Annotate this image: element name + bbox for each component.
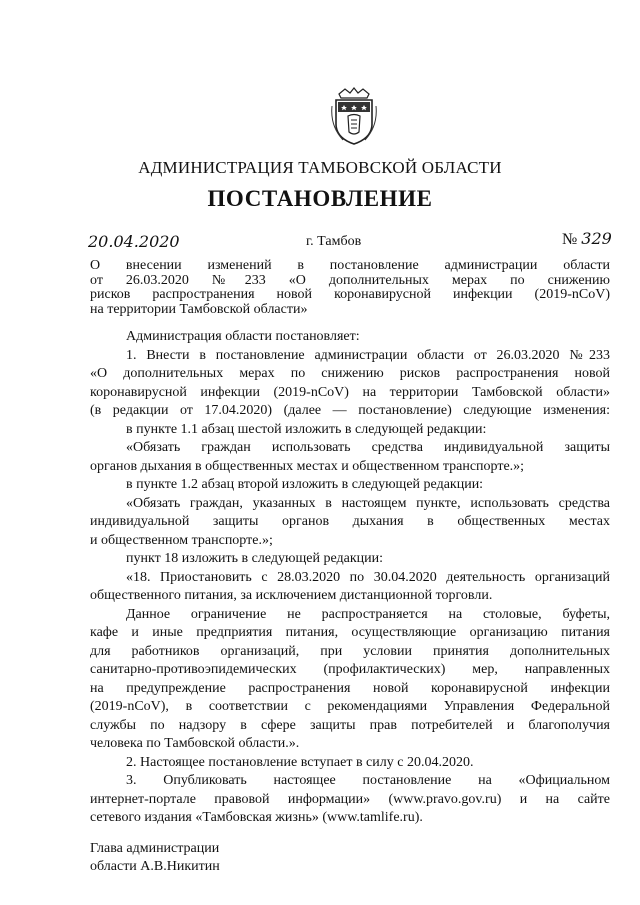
body-line: санитарно-противоэпидемических (профилактических) мер, направленных [90,662,610,677]
body-line: 2. Настоящее постановление вступает в силу с 20.04.2020. [126,754,474,770]
document-subject [90,259,610,317]
number-value: 329 [581,229,612,248]
organization-title: АДМИНИСТРАЦИЯ ТАМБОВСКОЙ ОБЛАСТИ [138,158,502,177]
body-line: «Обязать граждан, указанных в настоящем пункте, использовать средства [126,495,610,511]
body-line: службы по надзору в сфере защиты прав потребителей и благополучия [90,717,610,733]
body-line: для работников организаций, при условии принятия дополнительных [90,643,610,659]
body-line: 3. Опубликовать настоящее постановление на «Официальном [126,773,610,788]
document-type-title: ПОСТАНОВЛЕНИЕ [207,186,433,211]
body-line: 1. Внести в постановление администрации области от 26.03.2020 №233 [126,347,610,363]
body-line: «18. Приостановить с 28.03.2020 по 30.04.2020 деятельность организаций [126,569,610,585]
body-line: «Обязать граждан использовать средства индивидуальной защиты [126,440,610,455]
body-line: индивидуальной защиты органов дыхания в общественных местах [90,514,610,529]
document-body [90,328,610,828]
signature-name: области А.В.Никитин [90,859,220,874]
body-line: на предупреждение распространения новой коронавирусной инфекции [90,680,610,696]
signature-block [90,840,220,876]
document-number [562,229,612,249]
body-line: человека по Тамбовской области.». [90,736,300,751]
body-line: органов дыхания в общественных местах и общественном транспорте.»; [90,458,525,474]
body-line: общественного питания, за исключением дистанционной торговли. [90,588,493,603]
subject-line: на территории Тамбовской области» [90,301,308,317]
number-prefix: № [562,231,578,248]
body-line: (в редакции от 17.04.2020) (далее — постановление) следующие изменения: [90,403,610,418]
document-date: 20.04.2020 [88,232,180,251]
body-line: и общественном транспорте.»; [90,532,273,548]
subject-line: от 26.03.2020 №233 «О дополнительных мерах по снижению [90,272,610,288]
body-line: пункт 18 изложить в следующей редакции: [126,551,383,566]
body-line: (2019-nCoV), в соответствии с рекомендациями Управления Федеральной [90,699,610,714]
coat-of-arms-icon [329,86,379,146]
signature-position: Глава администрации [90,841,220,856]
body-line: интернет-портале правовой информации» (www.pravo.gov.ru) и на сайте [90,791,610,807]
body-line: в пункте 1.2 абзац второй изложить в следующей редакции: [126,477,484,492]
subject-line: рисков распространения новой коронавирусной инфекции (2019-nCoV) [90,287,610,302]
body-line: коронавирусной инфекции (2019-nCoV) на территории Тамбовской области» [90,384,610,400]
body-line: в пункте 1.1 абзац шестой изложить в следующей редакции: [126,421,487,437]
body-line: кафе и иные предприятия питания, осуществляющие организацию питания [90,625,610,640]
document-city: г. Тамбов [306,234,362,249]
body-line: сетевого издания «Тамбовская жизнь» (www.tamlife.ru). [90,810,423,825]
body-line: Данное ограничение не распространяется на столовые, буфеты, [126,606,610,622]
body-line: Администрация области постановляет: [126,329,360,344]
subject-line: О внесении изменений в постановление администрации области [90,258,610,273]
body-line: «О дополнительных мерах по снижению рисков распространения новой [90,366,610,381]
